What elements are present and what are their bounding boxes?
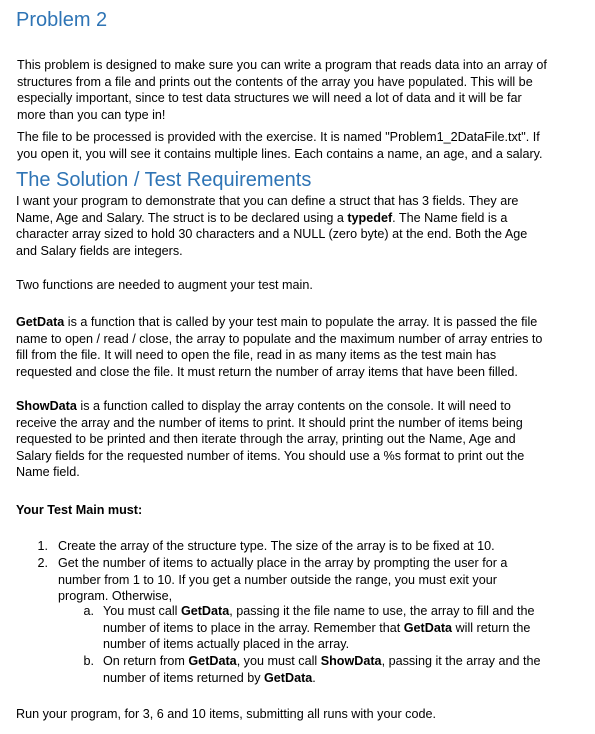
text-run: , passing it the file name to use, the array to fill and the xyxy=(229,604,535,618)
text-run: number of items to place in the array. Remember that xyxy=(103,620,404,635)
problem-heading: Problem 2 xyxy=(16,9,108,31)
intro-paragraph xyxy=(17,57,547,123)
text-run: . xyxy=(312,670,316,685)
struct-paragraph xyxy=(16,193,527,259)
text-line xyxy=(103,620,534,637)
text-line xyxy=(103,670,541,687)
text-line: requested and close the file. It must return the number of array items that have been filled. xyxy=(16,364,518,379)
text-line xyxy=(103,653,541,670)
list-marker: 1. xyxy=(37,539,48,553)
list-item-text xyxy=(58,538,495,555)
text-run: will return the xyxy=(452,620,531,635)
text-line xyxy=(16,398,524,415)
test-main-label: Your Test Main must: xyxy=(16,503,143,517)
text-line: character array sized to hold 30 characters and a NULL (zero byte) at the end. Both the Age xyxy=(16,227,528,242)
text-line: program. Otherwise, xyxy=(58,589,173,604)
getdata-term: GetData xyxy=(180,604,230,618)
list-marker: a. xyxy=(83,604,94,618)
test-main-heading xyxy=(16,502,142,519)
text-run: number of items returned by xyxy=(103,670,264,685)
text-line xyxy=(16,314,542,331)
text-line: and Salary fields are integers. xyxy=(16,243,183,258)
text-run: Name, Age and Salary. The struct is to be declared using a xyxy=(16,210,348,225)
list-item-text xyxy=(103,653,541,686)
text-line: The file to be processed is provided with the exercise. It is named "Problem1_2DataFile.txt". If xyxy=(17,130,540,144)
text-line: I want your program to demonstrate that you can define a struct that has 3 fields. They are xyxy=(16,194,519,208)
text-run: is a function that is called by your test main to populate the array. It is passed the file xyxy=(64,315,538,329)
getdata-term: GetData xyxy=(16,315,65,329)
showdata-term: ShowData xyxy=(320,654,382,668)
text-run: You must call xyxy=(103,604,181,618)
text-line: especially important, since to test data structures we will need a lot of data and it will be far xyxy=(17,91,522,106)
text-line xyxy=(103,603,534,620)
getdata-term: GetData xyxy=(188,654,237,668)
text-run: On return from xyxy=(103,654,189,668)
text-line: structures from a file and prints out the contents of the array you have populated. This will be xyxy=(17,74,533,89)
getdata-paragraph xyxy=(16,314,542,380)
text-line: Salary fields for the requested number of items. You should use a %s format to print out the xyxy=(16,448,525,463)
text-line: fill from the file. It will need to open the file, read in as many items as the test main has xyxy=(16,348,497,363)
list-item-text xyxy=(58,555,507,605)
solution-heading: The Solution / Test Requirements xyxy=(16,169,312,191)
list-marker: 2. xyxy=(37,556,48,570)
list-item-text xyxy=(103,603,534,653)
text-run: , you must call xyxy=(236,654,321,668)
getdata-term: GetData xyxy=(264,670,313,685)
getdata-term: GetData xyxy=(403,620,453,635)
text-line: more than you can type in! xyxy=(17,107,166,122)
text-run: is a function called to display the array contents on the console. It will need to xyxy=(76,399,511,413)
text-line: This problem is designed to make sure you can write a program that reads data into an array of xyxy=(17,58,547,72)
text-line: Create the array of the structure type. The size of the array is to be fixed at 10. xyxy=(58,539,495,553)
text-line: Get the number of items to actually place in the array by prompting the user for a xyxy=(58,556,508,570)
final-instruction: Run your program, for 3, 6 and 10 items, submitting all runs with your code. xyxy=(16,707,436,721)
showdata-term: ShowData xyxy=(16,399,77,413)
typedef-keyword: typedef xyxy=(347,210,393,225)
text-run: . The Name field is a xyxy=(392,210,508,225)
functions-intro-paragraph: Two functions are needed to augment your test main. xyxy=(16,278,313,292)
text-line: you open it, you will see it contains multiple lines. Each contains a name, an age, and a salary. xyxy=(17,146,543,161)
text-line xyxy=(16,210,527,227)
data-file-paragraph xyxy=(17,129,543,162)
text-line: number from 1 to 10. If you get a number outside the range, you must exit your xyxy=(58,572,497,587)
showdata-paragraph xyxy=(16,398,524,481)
text-line: receive the array and the number of items to print. It should print the number of items being xyxy=(16,415,523,430)
text-line: name to open / read / close, the array to populate and the maximum number of array entries to xyxy=(16,331,543,346)
text-line: Name field. xyxy=(16,465,80,480)
text-line: requested to be printed and then iterate through the array, printing out the Name, Age and xyxy=(16,432,516,447)
text-run: , passing it the array and the xyxy=(381,654,541,668)
text-line: number of items actually placed in the array. xyxy=(103,637,350,652)
list-marker: b. xyxy=(83,654,94,668)
